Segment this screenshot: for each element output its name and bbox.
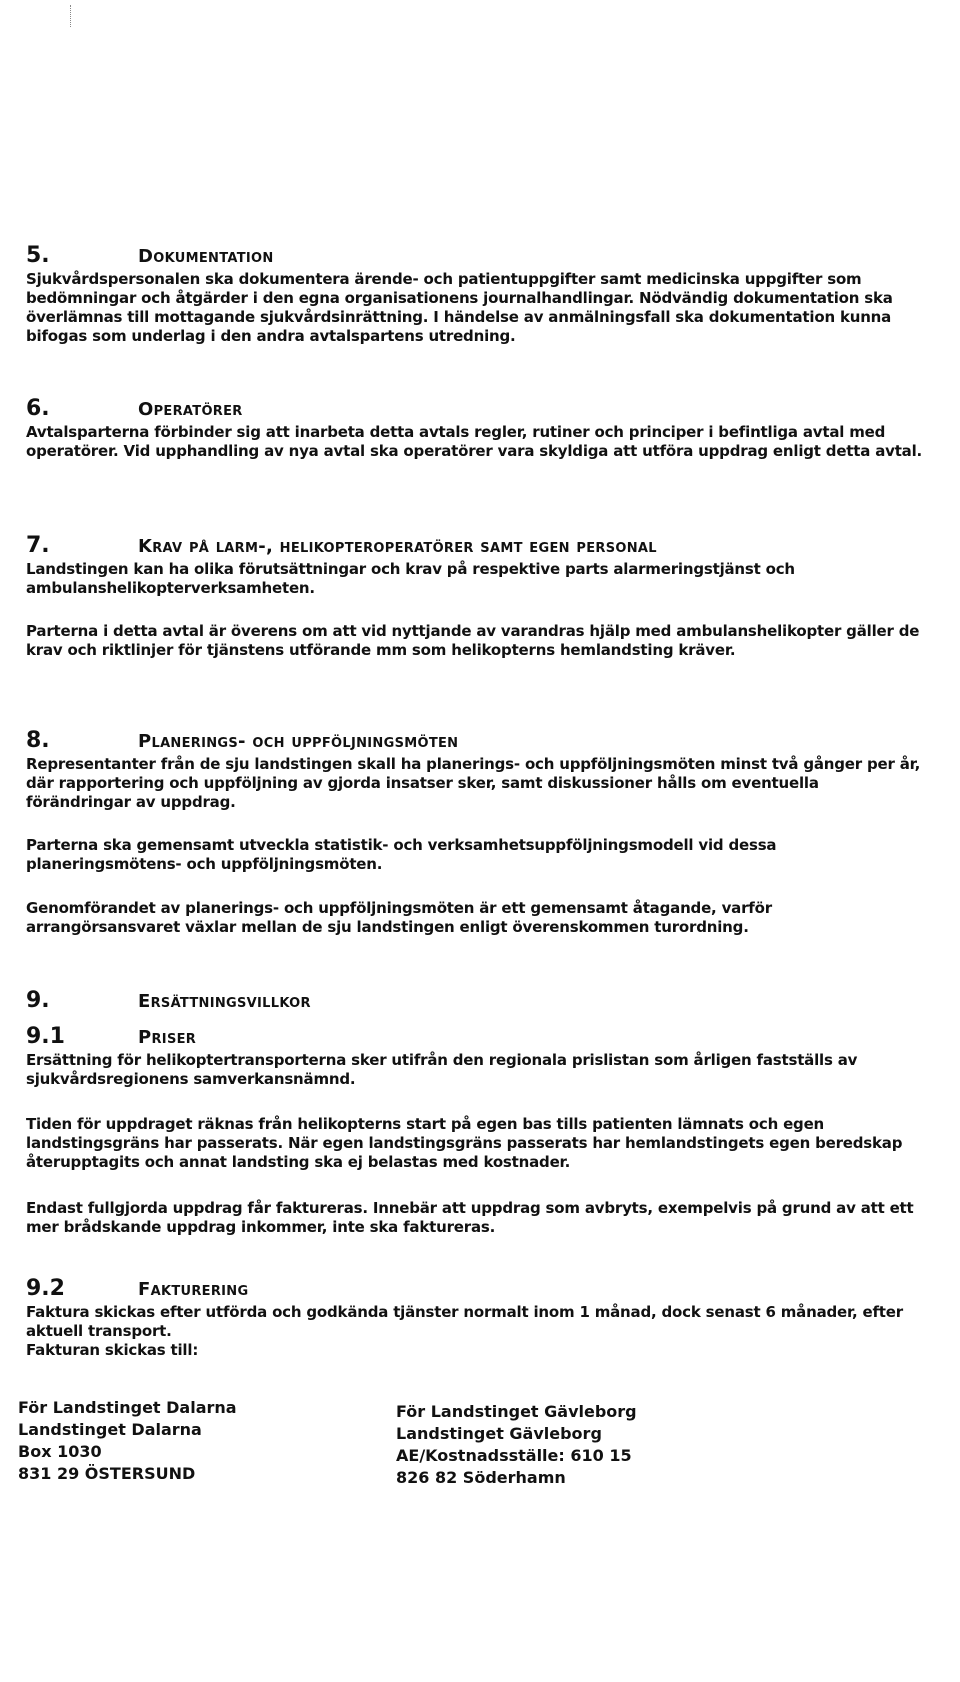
section-7 (26, 533, 926, 598)
section-heading (26, 396, 926, 421)
section-paragraph: Faktura skickas efter utförda och godkända tjänster normalt inom 1 månad, dock senast 6 månader, efter aktuell transport. (26, 1303, 903, 1340)
section-6 (26, 396, 926, 461)
section-number: 9.1 (26, 1024, 65, 1049)
section-number: 9.2 (26, 1276, 65, 1301)
section-title: Dokumentation (138, 246, 274, 267)
address-dalarna (18, 1397, 237, 1485)
section-title: Priser (138, 1027, 197, 1048)
section-paragraph: Parterna ska gemensamt utveckla statistik- och verksamhetsuppföljningsmodell vid dessa planeringsmötens- och uppföljningsmöten. (26, 836, 777, 873)
section-paragraph: Endast fullgjorda uppdrag får faktureras. Innebär att uppdrag som avbryts, exempelvis på grund av att ett mer brådskande uppdrag inkommer, inte ska faktureras. (26, 1199, 914, 1236)
section-number: 7. (26, 533, 50, 558)
section-paragraph: Parterna i detta avtal är överens om att vid nyttjande av varandras hjälp med ambulanshelikopter gäller de krav och riktlinjer för tjänstens utförande mm som helikopterns hemlandsting kräver. (26, 622, 920, 659)
address-gavleborg (396, 1401, 637, 1489)
section-heading (26, 1276, 926, 1301)
address-line: AE/Kostnadsställe: 610 15 (396, 1446, 632, 1465)
section-title: Ersättningsvillkor (138, 991, 311, 1012)
section-paragraph: Landstingen kan ha olika förutsättningar och krav på respektive parts alarmeringstjänst och ambulanshelikopterverksamheten. (26, 560, 795, 597)
section-title: Operatörer (138, 399, 243, 420)
address-line: 826 82 Söderhamn (396, 1468, 566, 1487)
section-9-1 (26, 1024, 926, 1089)
section-title: Fakturering (138, 1279, 249, 1300)
section-number: 9. (26, 988, 50, 1013)
address-line: För Landstinget Gävleborg (396, 1402, 637, 1421)
address-line: 831 29 ÖSTERSUND (18, 1464, 196, 1483)
section-5 (26, 243, 926, 346)
section-number: 8. (26, 728, 50, 753)
address-line: För Landstinget Dalarna (18, 1398, 237, 1417)
section-heading (26, 988, 926, 1013)
address-line: Box 1030 (18, 1442, 102, 1461)
section-8 (26, 728, 926, 812)
section-paragraph: Genomförandet av planerings- och uppföljningsmöten är ett gemensamt åtagande, varför arrangörsansvaret växlar mellan de sju landstingen enligt överenskommen turordning. (26, 899, 772, 936)
section-paragraph: Representanter från de sju landstingen skall ha planerings- och uppföljningsmöten minst två gånger per år, där rapportering och uppföljning av gjorda insatser sker, samt diskussioner hålls om eventuella förändringar av uppdrag. (26, 755, 921, 811)
section-heading (26, 1024, 926, 1049)
section-title: Krav på larm-, helikopteroperatörer samt egen personal (138, 536, 657, 557)
address-line: Landstinget Gävleborg (396, 1424, 602, 1443)
address-line: Landstinget Dalarna (18, 1420, 202, 1439)
scan-mark (70, 5, 73, 27)
section-paragraph: Fakturan skickas till: (26, 1341, 199, 1359)
section-9-2 (26, 1276, 926, 1360)
section-heading (26, 243, 926, 268)
section-paragraph: Avtalsparterna förbinder sig att inarbeta detta avtals regler, rutiner och principer i befintliga avtal med operatörer. Vid upphandling av nya avtal ska operatörer vara skyldiga att utföra uppdrag enligt detta avtal. (26, 423, 923, 460)
section-paragraph: Sjukvårdspersonalen ska dokumentera ärende- och patientuppgifter samt medicinska uppgifter som bedömningar och åtgärder i den egna organisationens journalhandlingar. Nödvändig dokumentation ska överlämnas till mottagande sjukvårdsinrättning. I händelse av anmälningsfall ska dokumentation kunna bifogas som underlag i den andra avtalspartens utredning. (26, 270, 893, 345)
section-heading (26, 728, 926, 753)
section-title: Planerings- och uppföljningsmöten (138, 731, 459, 752)
section-number: 5. (26, 243, 50, 268)
section-paragraph: Ersättning för helikoptertransporterna sker utifrån den regionala prislistan som årligen fastställs av sjukvårdsregionens samverkansnämnd. (26, 1051, 858, 1088)
section-9 (26, 988, 926, 1013)
section-paragraph: Tiden för uppdraget räknas från helikopterns start på egen bas tills patienten lämnats och egen landstingsgräns har passerats. När egen landstingsgräns passerats har hemlandstingets egen beredskap återupptagits och annat landsting ska ej belastas med kostnader. (26, 1115, 903, 1171)
section-number: 6. (26, 396, 50, 421)
section-heading (26, 533, 926, 558)
